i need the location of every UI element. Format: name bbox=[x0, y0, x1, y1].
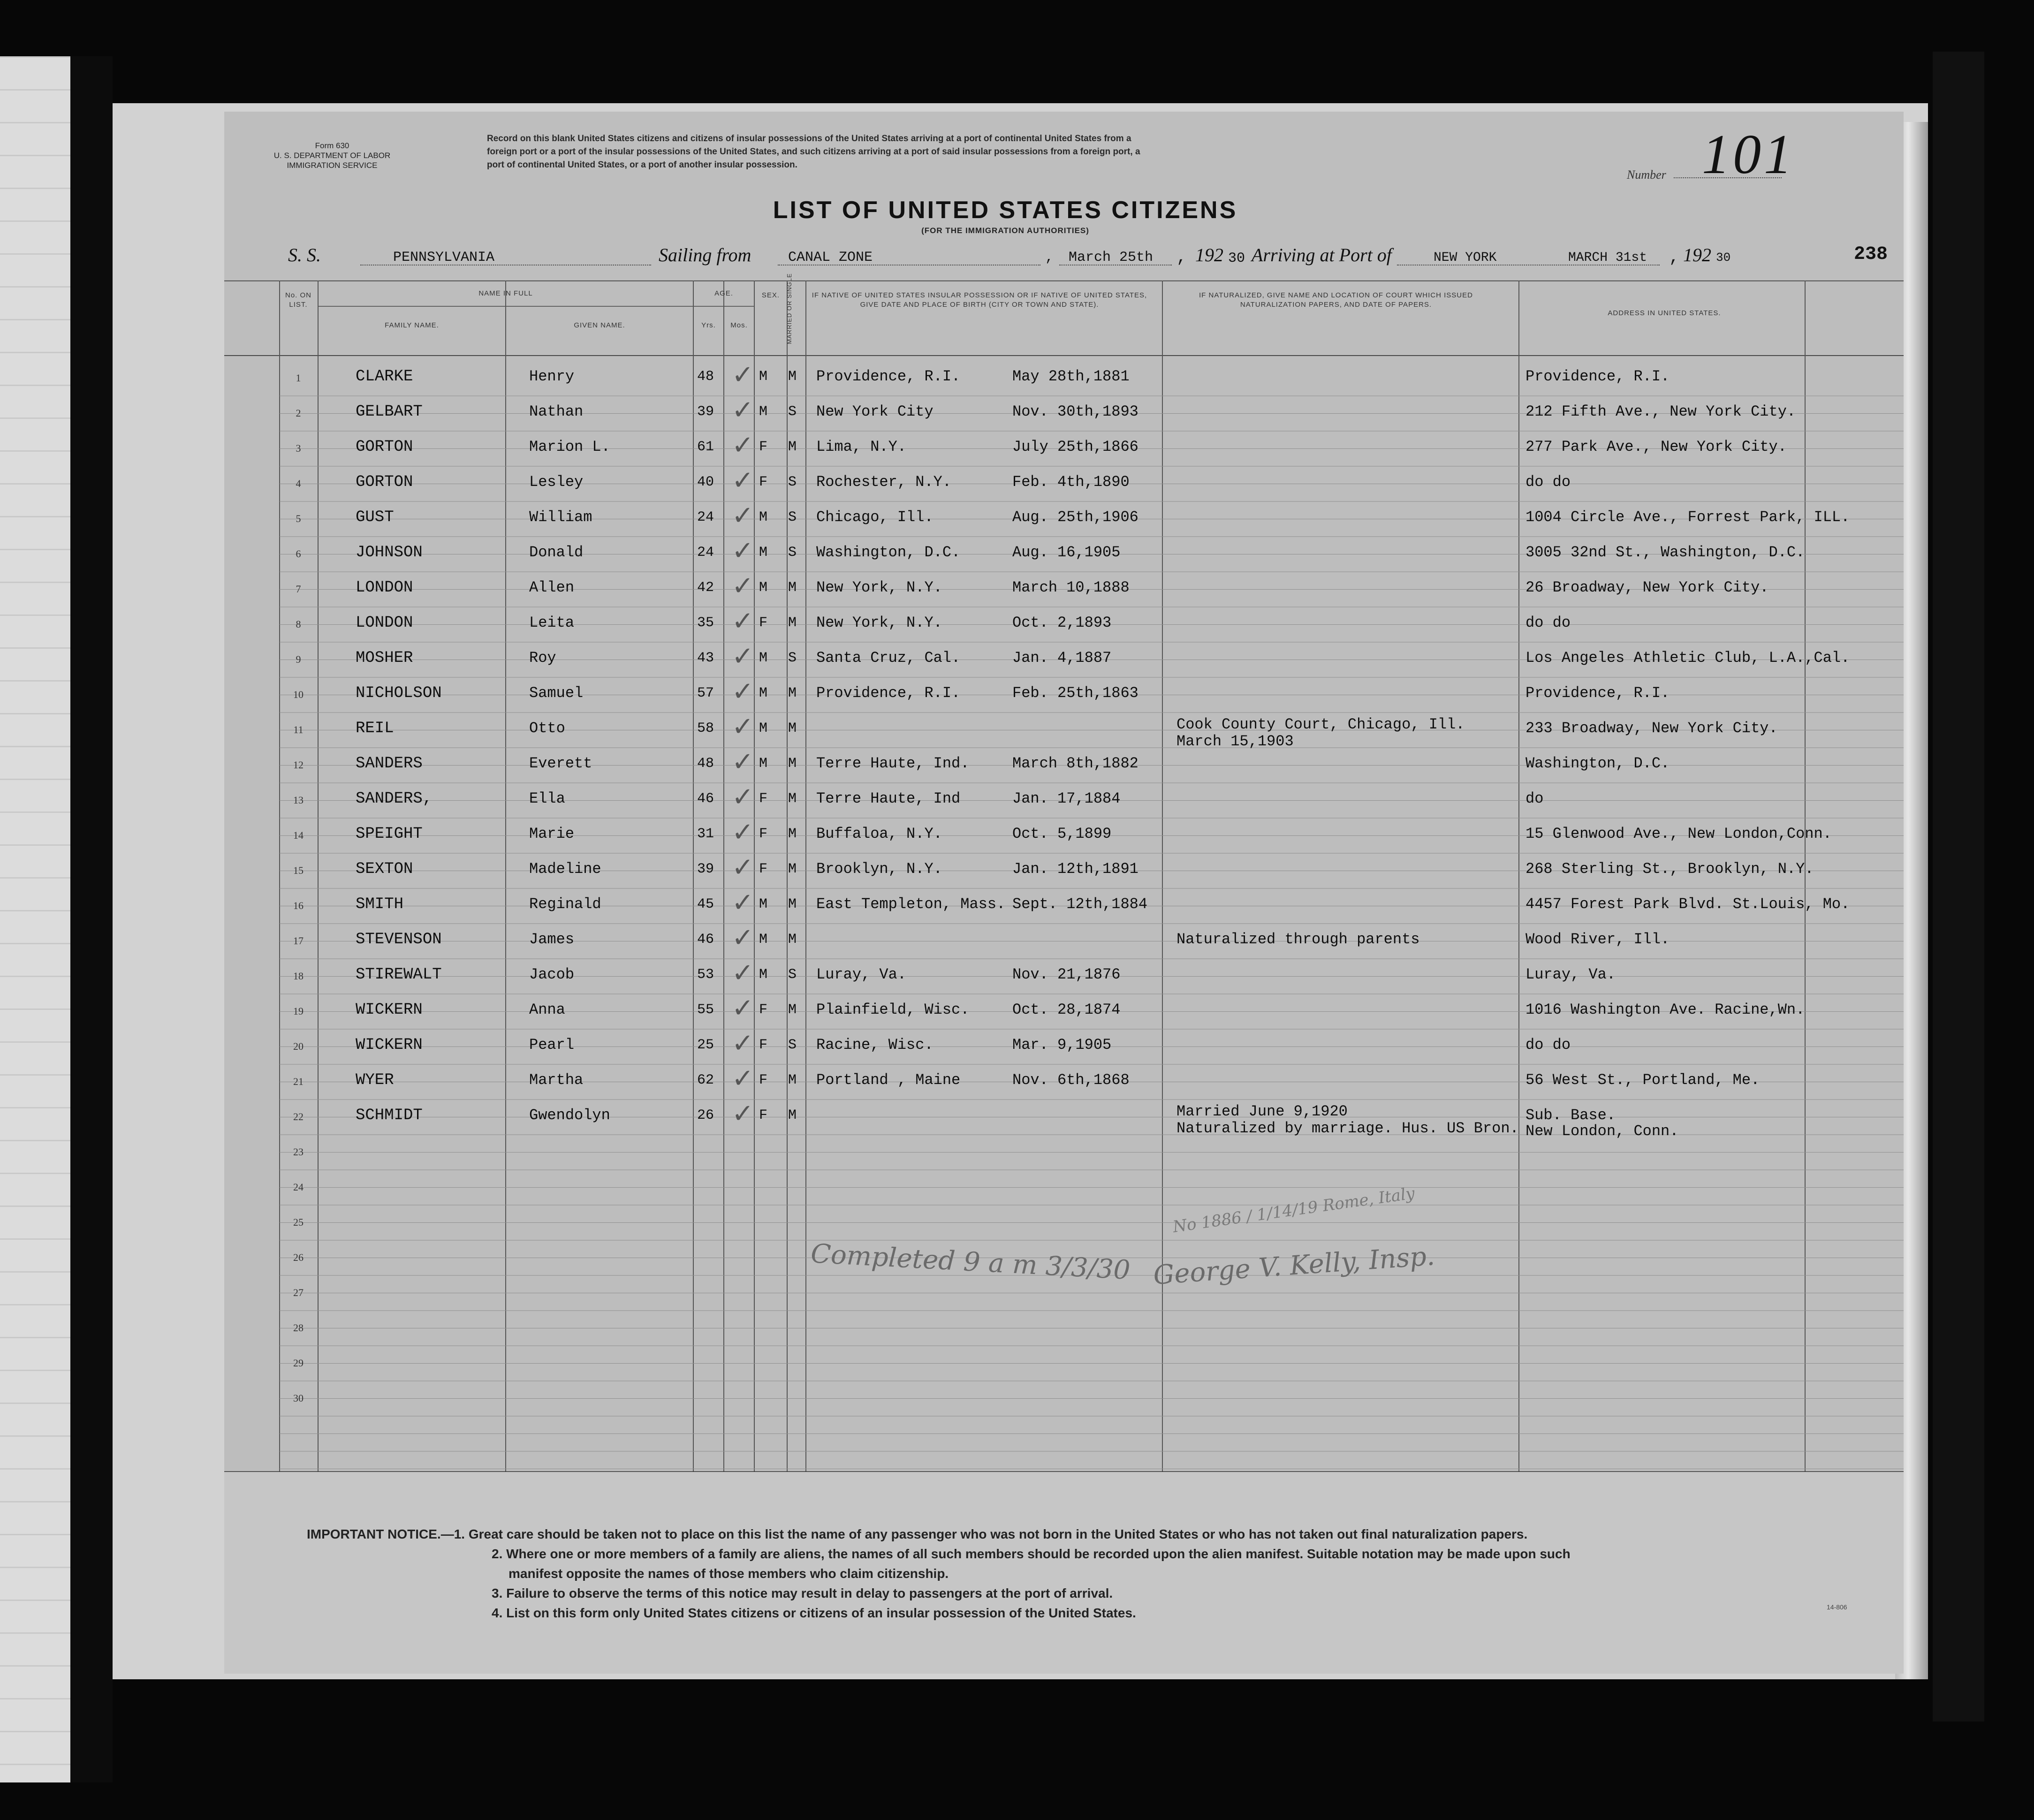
comma: , bbox=[1045, 250, 1054, 265]
sex: F bbox=[759, 439, 768, 455]
birth-date: July 25th,1866 bbox=[1012, 438, 1138, 455]
birth-place: Rochester, N.Y. bbox=[816, 473, 952, 491]
check-mark-icon: ✓ bbox=[732, 1028, 754, 1059]
notice-line-5: 4. List on this form only United States citizens or citizens of an insular possession of the United States. bbox=[492, 1606, 1136, 1620]
record-note-line: port of continental United States, or a port of another insular possession. bbox=[487, 160, 797, 170]
address: Providence, R.I. bbox=[1526, 368, 1670, 385]
check-mark-icon: ✓ bbox=[732, 465, 754, 496]
check-mark-icon: ✓ bbox=[732, 1099, 754, 1129]
row-number: 10 bbox=[293, 689, 304, 700]
header-given-name: GIVEN NAME. bbox=[574, 321, 625, 329]
sex: M bbox=[759, 756, 768, 772]
notice-line-4: 3. Failure to observe the terms of this notice may result in delay to passengers at the port of arrival. bbox=[492, 1586, 1113, 1600]
age-years: 57 bbox=[697, 685, 714, 701]
row-number: 17 bbox=[293, 935, 304, 947]
age-years: 35 bbox=[697, 615, 714, 631]
birth-date: Oct. 2,1893 bbox=[1012, 614, 1112, 631]
address: Luray, Va. bbox=[1526, 966, 1616, 983]
row-number: 4 bbox=[296, 478, 301, 489]
married-single: M bbox=[788, 756, 797, 772]
sex: F bbox=[759, 1037, 768, 1053]
given-name: Everett bbox=[529, 755, 592, 772]
age-years: 48 bbox=[697, 756, 714, 772]
naturalization-info-2: Naturalized by marriage. Hus. US Bron. bbox=[1176, 1120, 1519, 1137]
birth-date: Sept. 12th,1884 bbox=[1012, 895, 1148, 913]
address: 212 Fifth Ave., New York City. bbox=[1526, 403, 1796, 420]
given-name: Henry bbox=[529, 368, 575, 385]
given-name: Madeline bbox=[529, 860, 601, 878]
birth-date: Feb. 4th,1890 bbox=[1012, 473, 1130, 491]
voyage-line bbox=[224, 244, 1904, 272]
birth-date: March 10,1888 bbox=[1012, 579, 1130, 596]
age-years: 26 bbox=[697, 1107, 714, 1123]
header-married-single: MARRIED OR SINGLE bbox=[786, 273, 793, 344]
address: do do bbox=[1526, 473, 1571, 491]
given-name: James bbox=[529, 931, 575, 948]
birth-place: Buffaloa, N.Y. bbox=[816, 825, 942, 842]
given-name: Martha bbox=[529, 1071, 584, 1089]
ship-name: PENNSYLVANIA bbox=[393, 250, 495, 265]
check-mark-icon: ✓ bbox=[732, 817, 754, 848]
age-years: 62 bbox=[697, 1072, 714, 1088]
birth-place: Santa Cruz, Cal. bbox=[816, 649, 961, 667]
given-name: Marion L. bbox=[529, 438, 610, 455]
row-number: 16 bbox=[293, 900, 304, 911]
check-mark-icon: ✓ bbox=[732, 676, 754, 707]
age-years: 42 bbox=[697, 580, 714, 596]
birth-place: New York, N.Y. bbox=[816, 579, 942, 596]
birth-date: Aug. 16,1905 bbox=[1012, 544, 1121, 561]
sex: M bbox=[759, 580, 768, 596]
form-id-line: IMMIGRATION SERVICE bbox=[287, 161, 378, 170]
married-single: M bbox=[788, 439, 797, 455]
list-number: 101 bbox=[1702, 123, 1795, 185]
family-name: WICKERN bbox=[356, 1001, 423, 1019]
address: 277 Park Ave., New York City. bbox=[1526, 438, 1787, 455]
sailing-from: CANAL ZONE bbox=[788, 250, 873, 265]
family-name: LONDON bbox=[356, 579, 413, 597]
married-single: S bbox=[788, 650, 797, 666]
married-single: S bbox=[788, 474, 797, 490]
row-number: 1 bbox=[296, 372, 301, 384]
family-name: GELBART bbox=[356, 403, 423, 421]
age-years: 25 bbox=[697, 1037, 714, 1053]
check-mark-icon: ✓ bbox=[732, 993, 754, 1024]
birth-date: Jan. 17,1884 bbox=[1012, 790, 1121, 807]
given-name: Donald bbox=[529, 544, 584, 561]
married-single: S bbox=[788, 967, 797, 983]
birth-date: Mar. 9,1905 bbox=[1012, 1036, 1112, 1054]
row-number: 3 bbox=[296, 442, 301, 454]
row-number: 9 bbox=[296, 653, 301, 665]
sex: M bbox=[759, 967, 768, 983]
header-no-on-list: No. ON LIST. bbox=[285, 291, 311, 309]
family-name: STEVENSON bbox=[356, 931, 442, 948]
age-years: 24 bbox=[697, 545, 714, 561]
manifest-sheet bbox=[224, 112, 1904, 1674]
address: Sub. Base. bbox=[1526, 1107, 1616, 1124]
given-name: Reginald bbox=[529, 895, 601, 913]
row22-handwritten-note: No 1886 / 1/14/19 Rome, Italy bbox=[1171, 1184, 1416, 1236]
birth-place: Plainfield, Wisc. bbox=[816, 1001, 970, 1018]
family-name: JOHNSON bbox=[356, 544, 423, 561]
sail-year: 30 bbox=[1228, 250, 1245, 266]
sex: F bbox=[759, 474, 768, 490]
age-years: 39 bbox=[697, 861, 714, 877]
given-name: Lesley bbox=[529, 473, 584, 491]
birth-date: May 28th,1881 bbox=[1012, 368, 1130, 385]
address: do do bbox=[1526, 1036, 1571, 1054]
sex: M bbox=[759, 404, 768, 420]
address: 268 Sterling St., Brooklyn, N.Y. bbox=[1526, 860, 1814, 878]
given-name: Allen bbox=[529, 579, 575, 596]
given-name: Roy bbox=[529, 649, 556, 667]
check-mark-icon: ✓ bbox=[732, 571, 754, 601]
check-mark-icon: ✓ bbox=[732, 536, 754, 566]
married-single: M bbox=[788, 369, 797, 385]
row-number: 11 bbox=[293, 724, 304, 736]
page-title: LIST OF UNITED STATES CITIZENS bbox=[773, 197, 1238, 224]
row-number: 14 bbox=[293, 829, 304, 841]
age-years: 46 bbox=[697, 932, 714, 948]
form-code: 14-806 bbox=[1827, 1603, 1847, 1611]
header-family-name: FAMILY NAME. bbox=[385, 321, 439, 329]
row-number: 19 bbox=[293, 1005, 304, 1017]
row-number: 12 bbox=[293, 759, 304, 771]
naturalization-info: Cook County Court, Chicago, Ill. bbox=[1176, 716, 1465, 733]
birth-place: New York City bbox=[816, 403, 934, 420]
comma: , bbox=[1176, 248, 1187, 267]
family-name: LONDON bbox=[356, 614, 413, 632]
given-name: Ella bbox=[529, 790, 565, 807]
birth-date: Oct. 28,1874 bbox=[1012, 1001, 1121, 1018]
check-mark-icon: ✓ bbox=[732, 641, 754, 672]
age-years: 40 bbox=[697, 474, 714, 490]
arrival-date: MARCH 31st bbox=[1568, 250, 1647, 265]
header-sex: SEX. bbox=[761, 291, 780, 299]
address: 26 Broadway, New York City. bbox=[1526, 579, 1769, 596]
sex: F bbox=[759, 615, 768, 631]
address: 4457 Forest Park Blvd. St.Louis, Mo. bbox=[1526, 895, 1850, 913]
row-number: 26 bbox=[293, 1251, 304, 1263]
family-name: SCHMIDT bbox=[356, 1107, 423, 1124]
check-mark-icon: ✓ bbox=[732, 958, 754, 988]
sex: F bbox=[759, 1072, 768, 1088]
married-single: M bbox=[788, 720, 797, 736]
check-mark-icon: ✓ bbox=[732, 852, 754, 883]
row-number: 8 bbox=[296, 618, 301, 630]
sex: F bbox=[759, 791, 768, 807]
age-years: 45 bbox=[697, 896, 714, 912]
binder-right-edge bbox=[1933, 52, 1984, 1721]
given-name: Pearl bbox=[529, 1036, 575, 1054]
sex: M bbox=[759, 545, 768, 561]
married-single: M bbox=[788, 1107, 797, 1123]
birth-place: Luray, Va. bbox=[816, 966, 907, 983]
birth-place: Chicago, Ill. bbox=[816, 508, 934, 526]
married-single: M bbox=[788, 932, 797, 948]
arriving-label: Arriving at Port of bbox=[1252, 244, 1392, 265]
family-name: NICHOLSON bbox=[356, 684, 442, 702]
arrival-year-prefix: 192 bbox=[1683, 244, 1711, 265]
check-mark-icon: ✓ bbox=[732, 395, 754, 425]
sex: F bbox=[759, 826, 768, 842]
age-years: 24 bbox=[697, 509, 714, 525]
row-number: 29 bbox=[293, 1357, 304, 1369]
family-name: SANDERS bbox=[356, 755, 423, 773]
family-name: SEXTON bbox=[356, 860, 413, 878]
given-name: Leita bbox=[529, 614, 575, 631]
check-mark-icon: ✓ bbox=[732, 430, 754, 461]
address: 233 Broadway, New York City. bbox=[1526, 720, 1778, 737]
birth-place: New York, N.Y. bbox=[816, 614, 942, 631]
notice-line-1 bbox=[307, 1524, 1850, 1544]
row-number: 25 bbox=[293, 1216, 304, 1228]
row-number: 30 bbox=[293, 1392, 304, 1404]
sailing-from-label: Sailing from bbox=[659, 244, 751, 265]
header-naturalized: IF NATURALIZED, GIVE NAME AND LOCATION OF COURT WHICH ISSUED NATURALIZATION PAPERS, AND DATE OF PAPERS. bbox=[1199, 291, 1473, 309]
check-mark-icon: ✓ bbox=[732, 500, 754, 531]
page-subtitle: (FOR THE IMMIGRATION AUTHORITIES) bbox=[921, 226, 1089, 235]
given-name: Samuel bbox=[529, 684, 584, 702]
address: 1004 Circle Ave., Forrest Park, ILL. bbox=[1526, 508, 1850, 526]
address: 56 West St., Portland, Me. bbox=[1526, 1071, 1760, 1089]
binder-strip bbox=[70, 56, 113, 1782]
address: do do bbox=[1526, 614, 1571, 631]
arrival-year: 30 bbox=[1716, 250, 1731, 265]
address: Los Angeles Athletic Club, L.A.,Cal. bbox=[1526, 649, 1850, 667]
married-single: S bbox=[788, 1037, 797, 1053]
married-single: S bbox=[788, 404, 797, 420]
sex: F bbox=[759, 1107, 768, 1123]
sail-year-prefix: 192 bbox=[1195, 244, 1223, 265]
family-name: SPEIGHT bbox=[356, 825, 423, 843]
birth-date: Jan. 4,1887 bbox=[1012, 649, 1112, 667]
arrival-port: NEW YORK bbox=[1434, 250, 1497, 265]
given-name: Nathan bbox=[529, 403, 584, 420]
check-mark-icon: ✓ bbox=[732, 606, 754, 637]
birth-place: Portland , Maine bbox=[816, 1071, 961, 1089]
check-mark-icon: ✓ bbox=[732, 923, 754, 953]
family-name: GUST bbox=[356, 508, 394, 526]
birth-date: Nov. 6th,1868 bbox=[1012, 1071, 1130, 1089]
family-name: CLARKE bbox=[356, 368, 413, 386]
birth-place: Washington, D.C. bbox=[816, 544, 961, 561]
address: 3005 32nd St., Washington, D.C. bbox=[1526, 544, 1805, 561]
age-years: 46 bbox=[697, 791, 714, 807]
birth-place: Terre Haute, Ind bbox=[816, 790, 961, 807]
row-number: 18 bbox=[293, 970, 304, 982]
family-name: WICKERN bbox=[356, 1036, 423, 1054]
completed-note: Completed 9 a m 3/3/30 bbox=[810, 1238, 1131, 1286]
check-mark-icon: ✓ bbox=[732, 747, 754, 777]
family-name: SANDERS, bbox=[356, 790, 433, 808]
record-note-line: Record on this blank United States citizens and citizens of insular possessions of the United States arriving at a port of continental United States from a bbox=[487, 134, 1131, 144]
check-mark-icon: ✓ bbox=[732, 712, 754, 742]
married-single: M bbox=[788, 615, 797, 631]
record-note bbox=[487, 132, 1547, 172]
row-number: 7 bbox=[296, 583, 301, 595]
passenger-table bbox=[224, 273, 1904, 1472]
binder-left-edge bbox=[0, 56, 70, 1782]
naturalization-info: Married June 9,1920 bbox=[1176, 1103, 1348, 1120]
birth-place: East Templeton, Mass. bbox=[816, 895, 1006, 913]
married-single: S bbox=[788, 545, 797, 561]
form-id-line: U. S. DEPARTMENT OF LABOR bbox=[273, 151, 391, 160]
sex: M bbox=[759, 932, 768, 948]
row-number: 20 bbox=[293, 1040, 304, 1052]
row-number: 15 bbox=[293, 864, 304, 876]
notice-item: —1. Great care should be taken not to place on this list the name of any passenger who was not born in the United States or who has not taken out final naturalization papers. bbox=[440, 1527, 1528, 1541]
family-name: GORTON bbox=[356, 438, 413, 456]
birth-place: Providence, R.I. bbox=[816, 684, 961, 702]
ss-label: S. S. bbox=[288, 244, 321, 265]
married-single: M bbox=[788, 580, 797, 596]
age-years: 61 bbox=[697, 439, 714, 455]
birth-place: Brooklyn, N.Y. bbox=[816, 860, 942, 878]
notice-label: IMPORTANT NOTICE. bbox=[307, 1527, 441, 1541]
age-years: 43 bbox=[697, 650, 714, 666]
age-years: 48 bbox=[697, 369, 714, 385]
check-mark-icon: ✓ bbox=[732, 782, 754, 812]
sex: M bbox=[759, 896, 768, 912]
family-name: SMITH bbox=[356, 895, 404, 913]
birth-place: Providence, R.I. bbox=[816, 368, 961, 385]
address: Wood River, Ill. bbox=[1526, 931, 1670, 948]
birth-date: March 8th,1882 bbox=[1012, 755, 1138, 772]
header-yrs: Yrs. bbox=[701, 321, 716, 329]
family-name: MOSHER bbox=[356, 649, 413, 667]
address: 1016 Washington Ave. Racine,Wn. bbox=[1526, 1001, 1805, 1018]
family-name: STIREWALT bbox=[356, 966, 442, 984]
birth-place: Terre Haute, Ind. bbox=[816, 755, 970, 772]
check-mark-icon: ✓ bbox=[732, 1063, 754, 1094]
row-number: 28 bbox=[293, 1322, 304, 1334]
married-single: M bbox=[788, 685, 797, 701]
family-name: GORTON bbox=[356, 473, 413, 491]
married-single: S bbox=[788, 509, 797, 525]
married-single: M bbox=[788, 861, 797, 877]
age-years: 39 bbox=[697, 404, 714, 420]
given-name: Otto bbox=[529, 720, 565, 737]
sex: F bbox=[759, 1002, 768, 1018]
header-birthplace: IF NATIVE OF UNITED STATES INSULAR POSSESSION OR IF NATIVE OF UNITED STATES, GIVE DATE AND PLACE OF BIRTH (CITY OR TOWN AND STATE). bbox=[812, 291, 1147, 309]
age-years: 31 bbox=[697, 826, 714, 842]
married-single: M bbox=[788, 896, 797, 912]
form-id-block bbox=[257, 141, 407, 170]
header-name-in-full: NAME IN FULL bbox=[478, 289, 533, 297]
comma: , bbox=[1669, 248, 1679, 267]
married-single: M bbox=[788, 791, 797, 807]
officer-signature: George V. Kelly, Insp. bbox=[1152, 1241, 1436, 1291]
sex: M bbox=[759, 509, 768, 525]
given-name: Anna bbox=[529, 1001, 565, 1018]
family-name: REIL bbox=[356, 720, 394, 737]
row-number: 27 bbox=[293, 1287, 304, 1298]
naturalization-info-2: March 15,1903 bbox=[1176, 733, 1294, 750]
sex: M bbox=[759, 720, 768, 736]
address: do bbox=[1526, 790, 1544, 807]
address: Washington, D.C. bbox=[1526, 755, 1670, 772]
header-age: AGE. bbox=[714, 289, 733, 297]
birth-place: Racine, Wisc. bbox=[816, 1036, 934, 1054]
number-label: Number bbox=[1627, 168, 1666, 182]
row-number: 23 bbox=[293, 1146, 304, 1158]
birth-date: Nov. 21,1876 bbox=[1012, 966, 1121, 983]
age-years: 58 bbox=[697, 720, 714, 736]
given-name: Marie bbox=[529, 825, 575, 842]
address: Providence, R.I. bbox=[1526, 684, 1670, 702]
given-name: Jacob bbox=[529, 966, 575, 983]
important-notice bbox=[307, 1524, 1850, 1623]
age-years: 55 bbox=[697, 1002, 714, 1018]
sex: M bbox=[759, 650, 768, 666]
given-name: William bbox=[529, 508, 592, 526]
record-note-line: foreign port or a port of the insular possessions of the United States, and such citizens arriving at a port of said insular possessions from a foreign port, a bbox=[487, 147, 1140, 157]
birth-date: Aug. 25th,1906 bbox=[1012, 508, 1138, 526]
header-address: ADDRESS IN UNITED STATES. bbox=[1608, 309, 1721, 317]
notice-line-3: manifest opposite the names of those members who claim citizenship. bbox=[508, 1566, 949, 1581]
sex: M bbox=[759, 369, 768, 385]
birth-date: Oct. 5,1899 bbox=[1012, 825, 1112, 842]
check-mark-icon: ✓ bbox=[732, 360, 754, 390]
notice-line-2: 2. Where one or more members of a family are aliens, the names of all such members should be recorded upon the alien manifest. Suitable notation may be made upon such bbox=[492, 1547, 1571, 1561]
row-number: 21 bbox=[293, 1076, 304, 1087]
given-name: Gwendolyn bbox=[529, 1107, 610, 1124]
row-number: 24 bbox=[293, 1181, 304, 1193]
row-number: 6 bbox=[296, 548, 301, 560]
married-single: M bbox=[788, 1072, 797, 1088]
sex: F bbox=[759, 861, 768, 877]
row-number: 2 bbox=[296, 407, 301, 419]
birth-date: Nov. 30th,1893 bbox=[1012, 403, 1138, 420]
age-years: 53 bbox=[697, 967, 714, 983]
birth-date: Jan. 12th,1891 bbox=[1012, 860, 1138, 878]
form-id-line: Form 630 bbox=[315, 141, 349, 150]
row-number: 5 bbox=[296, 513, 301, 524]
sex: M bbox=[759, 685, 768, 701]
married-single: M bbox=[788, 826, 797, 842]
birth-date: Feb. 25th,1863 bbox=[1012, 684, 1138, 702]
address-line-2: New London, Conn. bbox=[1526, 1122, 1679, 1140]
header-mos: Mos. bbox=[730, 321, 748, 329]
row-number: 13 bbox=[293, 794, 304, 806]
check-mark-icon: ✓ bbox=[732, 887, 754, 918]
sail-date: March 25th bbox=[1069, 250, 1154, 265]
address: 15 Glenwood Ave., New London,Conn. bbox=[1526, 825, 1832, 842]
row-number: 22 bbox=[293, 1111, 304, 1122]
naturalization-info: Naturalized through parents bbox=[1176, 931, 1420, 948]
married-single: M bbox=[788, 1002, 797, 1018]
page-number: 238 bbox=[1854, 244, 1888, 265]
birth-place: Lima, N.Y. bbox=[816, 438, 907, 455]
family-name: WYER bbox=[356, 1071, 394, 1089]
